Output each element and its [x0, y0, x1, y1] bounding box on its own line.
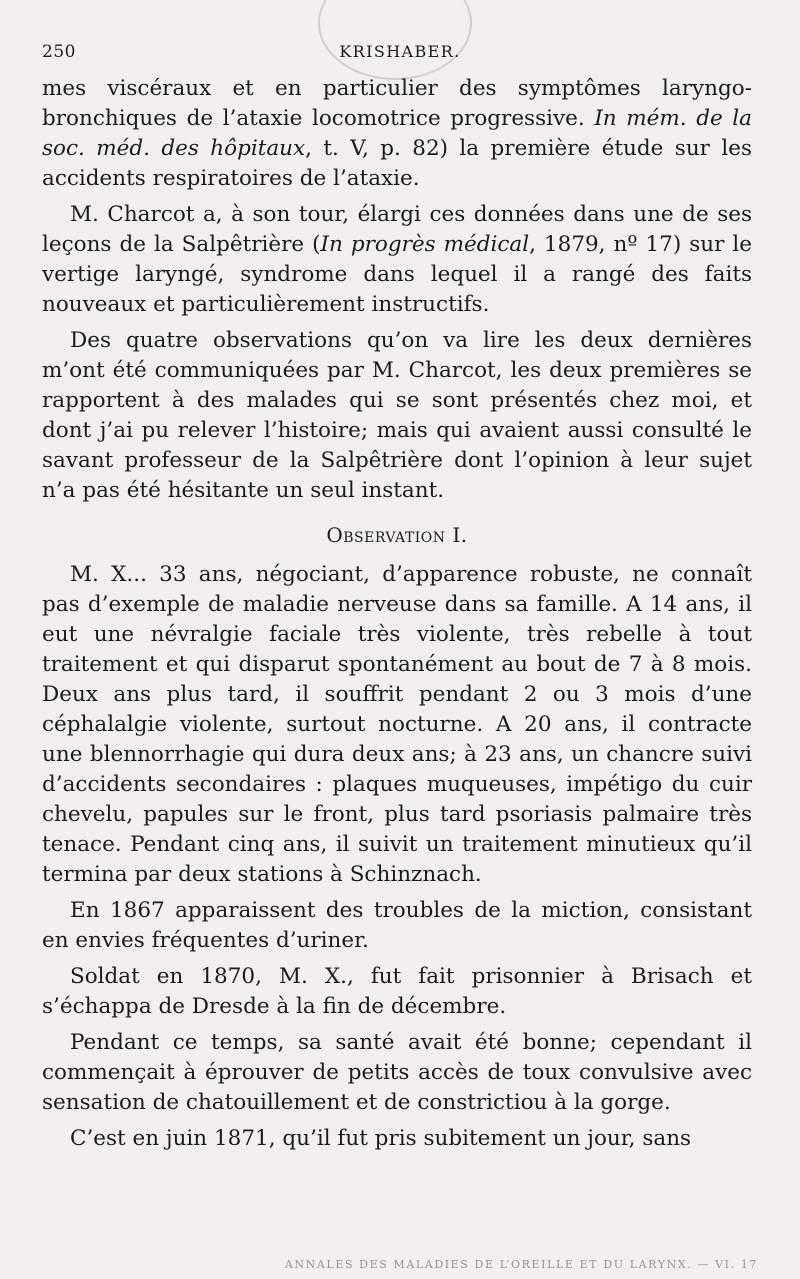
library-stamp	[318, 0, 472, 80]
citation-italic-2: In progrès médical	[320, 232, 530, 257]
paragraph-1	[42, 74, 752, 194]
page-number: 250	[42, 42, 76, 62]
citation-italic: In mém. de la soc. méd. des hôpitaux	[42, 106, 752, 161]
body-text	[42, 74, 752, 1160]
paragraph-8: C’est en juin 1871, qu’il fut pris subitement un jour, sans	[70, 1126, 692, 1151]
paragraph-5: En 1867 apparaissent des troubles de la miction, consistant en envies fréquentes d’uriner.	[42, 898, 752, 953]
paragraph-2-text-b: , 1879, nº 17) sur le vertige laryngé, syndrome dans lequel il a rangé des faits nouveaux et particulièrement instructifs.	[42, 232, 752, 317]
paragraph-2-text-a: M. Charcot a, à son tour, élargi ces données dans une de ses leçons de la Salpêtrière (	[42, 202, 752, 257]
paragraph-1-text-b: , t. V, p. 82) la première étude sur les accidents respiratoires de l’ataxie.	[42, 136, 752, 191]
paragraph-2	[42, 200, 752, 320]
paragraph-3: Des quatre observations qu’on va lire les deux dernières m’ont été communiquées par M. Charcot, les deux premières se rapportent à des malades qui se sont présentés chez moi, et dont j’ai pu relever l’histoire; mais qui avaient aussi consulté le savant professeur de la Salpêtrière dont l’opinion à leur sujet n’a pas été hésitante un seul instant.	[42, 328, 752, 503]
paragraph-6: Soldat en 1870, M. X., fut fait prisonnier à Brisach et s’échappa de Dresde à la fin de décembre.	[42, 964, 752, 1019]
bleed-through-footer: ANNALES DES MALADIES DE L’OREILLE ET DU LARYNX. — VI. 17	[284, 1258, 758, 1271]
paragraph-1-text-a: mes viscéraux et en particulier des symptômes laryngo-bronchiques de l’ataxie locomotrice progressive.	[42, 76, 752, 131]
running-title: KRISHABER.	[339, 42, 461, 61]
observation-heading: Observation I.	[326, 523, 468, 547]
paragraph-4: M. X... 33 ans, négociant, d’apparence robuste, ne connaît pas d’exemple de maladie nerveuse dans sa famille. A 14 ans, il eut une névralgie faciale très violente, très rebelle à tout traitement et qui disparut spontanément au bout de 7 à 8 mois. Deux ans plus tard, il souffrit pendant 2 ou 3 mois d’une céphalalgie violente, surtout nocturne. A 20 ans, il contracte une blennorrhagie qui dura deux ans; à 23 ans, un chancre suivi d’accidents secondaires : plaques muqueuses, impétigo du cuir chevelu, papules sur le front, plus tard psoriasis palmaire très tenace. Pendant cinq ans, il suivit un traitement minutieux qu’il termina par deux stations à Schinznach.	[42, 562, 752, 887]
page-header	[42, 42, 758, 68]
paragraph-7: Pendant ce temps, sa santé avait été bonne; cependant il commençait à éprouver de petits accès de toux convulsive avec sensation de chatouillement et de constrictiou à la gorge.	[42, 1030, 752, 1115]
